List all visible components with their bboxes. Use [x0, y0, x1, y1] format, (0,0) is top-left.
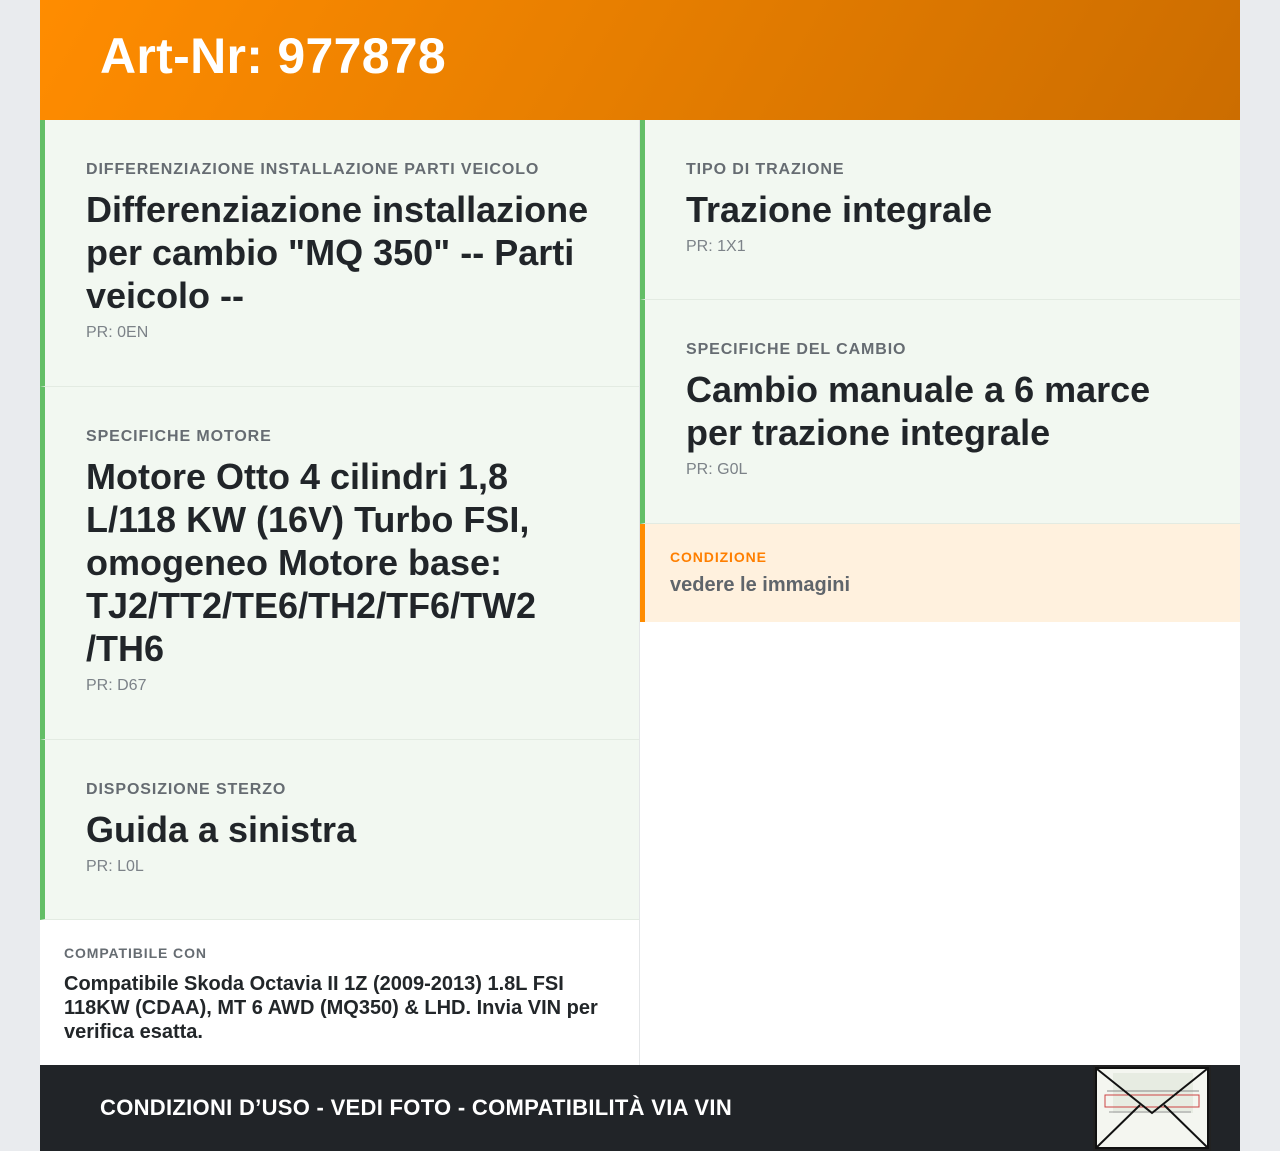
condition-label: CONDIZIONE: [670, 549, 767, 565]
spec-value: Cambio manuale a 6 marce per trazione integrale: [686, 369, 1151, 453]
compatibility-section: [40, 920, 639, 1044]
envelope-icon: [1095, 1067, 1209, 1149]
left-column: [40, 120, 640, 1065]
header: [40, 0, 1240, 120]
spec-value: Motore Otto 4 cilindri 1,8 L/118 KW (16V) Turbo FSI, omogeneo Motore base: TJ2/TT2/TE6/TH2/TF6/TW2 /TH6: [86, 456, 537, 669]
spec-card-engine: [40, 387, 639, 740]
spec-label: SPECIFICHE DEL CAMBIO: [686, 341, 907, 358]
spec-card-drive-type: [640, 120, 1240, 300]
spec-code: PR: D67: [86, 677, 147, 694]
right-column: [640, 120, 1240, 622]
spec-code: PR: 1X1: [686, 238, 746, 255]
footer-text: CONDIZIONI D’USO - VEDI FOTO - COMPATIBILITÀ VIA VIN: [100, 1095, 733, 1120]
spec-label: DIFFERENZIAZIONE INSTALLAZIONE PARTI VEICOLO: [86, 161, 540, 178]
spec-card-installation: [40, 120, 639, 387]
condition-section: [640, 524, 1240, 622]
condition-text: vedere le immagini: [670, 574, 851, 596]
article-number-title: Art-Nr: 977878: [100, 28, 447, 84]
spec-code: PR: L0L: [86, 858, 144, 875]
spec-label: TIPO DI TRAZIONE: [686, 161, 845, 178]
spec-label: SPECIFICHE MOTORE: [86, 428, 272, 445]
spec-value: Trazione integrale: [686, 189, 993, 230]
compatibility-text: Compatibile Skoda Octavia II 1Z (2009-2013) 1.8L FSI 118KW (CDAA), MT 6 AWD (MQ350) & LHD. Invia VIN per verifica esatta.: [64, 973, 598, 1043]
compatibility-label: COMPATIBILE CON: [64, 945, 207, 961]
spec-label: DISPOSIZIONE STERZO: [86, 781, 287, 798]
spec-code: PR: 0EN: [86, 324, 149, 341]
spec-card-steering: [40, 740, 639, 920]
footer: [40, 1065, 1240, 1151]
label-photo-thumbnail[interactable]: [1093, 1065, 1211, 1151]
page: [40, 0, 1240, 1151]
spec-code: PR: G0L: [686, 461, 748, 478]
spec-value: Guida a sinistra: [86, 809, 357, 850]
spec-card-gearbox: [640, 300, 1240, 524]
spec-value: Differenziazione installazione per cambio "MQ 350" -- Parti veicolo --: [86, 189, 589, 316]
